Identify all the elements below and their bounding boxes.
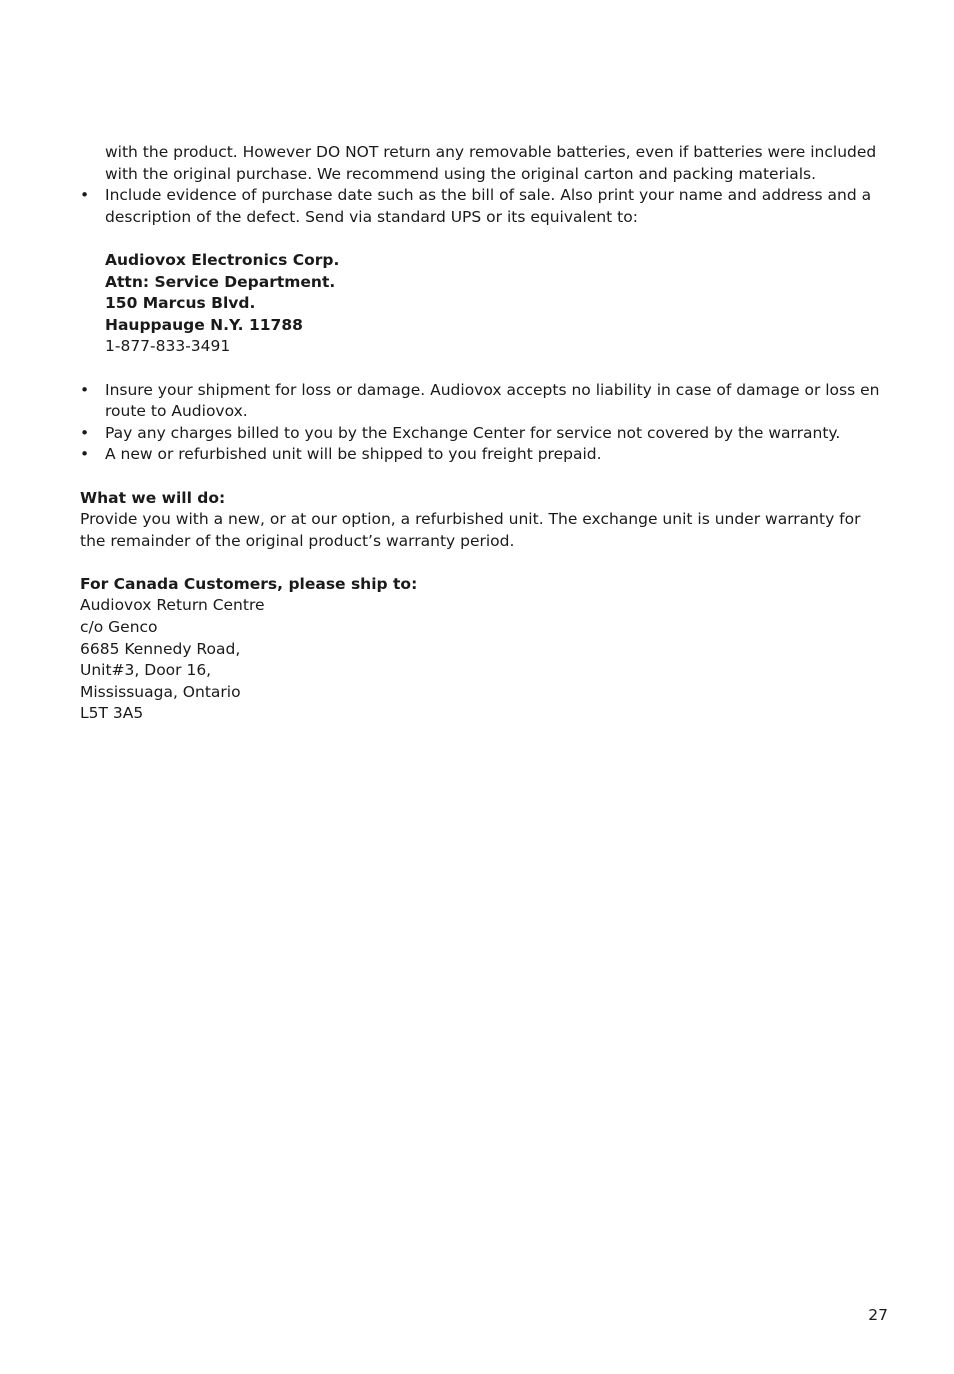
address-company: Audiovox Electronics Corp. [105,250,340,269]
canada-address-line: L5T 3A5 [80,704,144,723]
spacer [80,552,880,574]
intro-continuation [80,142,880,185]
intro-line: with the original purchase. We recommend using the original carton and packing materials. [105,164,817,183]
intro-line: with the product. However DO NOT return any removable batteries, even if batteries were included [105,143,877,161]
address-phone: 1-877-833-3491 [105,337,231,356]
list-item-text: Pay any charges billed to you by the Exchange Center for service not covered by the warranty. [105,423,841,442]
us-address [80,250,880,358]
list-item-text: Insure your shipment for loss or damage. Audiovox accepts no liability in case of damage or loss en route to Audiovox. [105,380,880,421]
bullet-icon: • [80,380,90,399]
canada-address-line: Unit#3, Door 16, [80,661,212,680]
list-item [80,444,880,466]
page-number: 27 [868,1306,888,1324]
page-content [80,142,880,725]
list-item-text: A new or refurbished unit will be shipped to you freight prepaid. [105,445,602,464]
canada-address-line: 6685 Kennedy Road, [80,639,241,658]
spacer [80,228,880,250]
list-item [80,423,880,445]
list-item-text: Include evidence of purchase date such as the bill of sale. Also print your name and address and a description of the defect. Send via standard UPS or its equivalent to: [105,186,872,226]
canada-address-line: Mississuaga, Ontario [80,682,241,701]
bullet-icon: • [80,423,90,442]
address-city: Hauppauge N.Y. 11788 [105,315,303,334]
what-we-will-do-section [80,488,880,553]
bullet-icon: • [80,186,90,205]
section-heading: What we will do: [80,488,226,507]
canada-address-line: c/o Genco [80,618,158,637]
address-attn: Attn: Service Department. [105,272,336,291]
section-heading: For Canada Customers, please ship to: [80,574,418,593]
spacer [80,358,880,380]
section-body: Provide you with a new, or at our option, a refurbished unit. The exchange unit is under warranty for the remainder of the original product’s warranty period. [80,510,861,550]
spacer [80,466,880,488]
list-item [80,380,880,423]
list-item [80,185,880,228]
canada-address-line: Audiovox Return Centre [80,596,265,615]
bullet-icon: • [80,445,90,464]
address-street: 150 Marcus Blvd. [105,294,256,313]
canada-section [80,574,880,725]
